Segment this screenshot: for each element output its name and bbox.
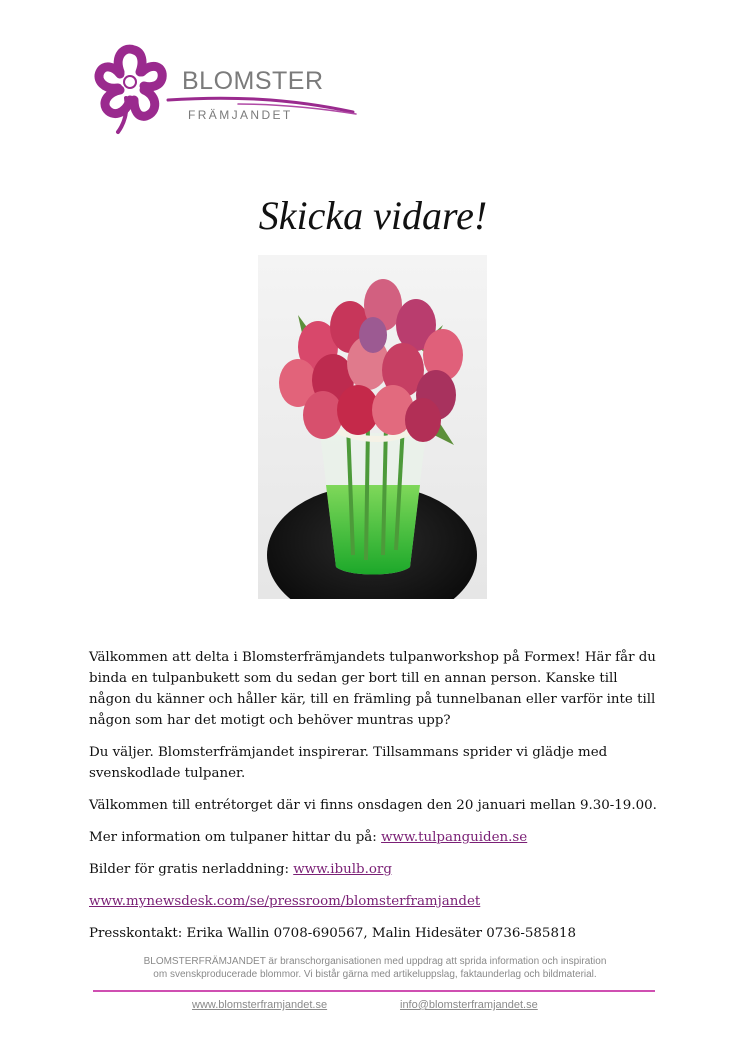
mynewsdesk-link[interactable]: www.mynewsdesk.com/se/pressroom/blomsterframjandet [89,894,481,909]
footer-divider [93,990,655,992]
newsdesk-paragraph [89,891,659,912]
ibulb-link[interactable]: www.ibulb.org [293,862,392,877]
logo-subtitle: FRÄMJANDET [188,108,293,122]
footer-note-line-1: BLOMSTERFRÄMJANDET är branschorganisationen med uppdrag att sprida information och inspiration [143,956,607,967]
footer-note [80,955,670,981]
footer-email-link[interactable]: info@blomsterframjandet.se [400,999,538,1011]
footer-note-line-2: om svenskproducerade blommor. Vi bistår gärna med artikeluppslag, faktaunderlag och bildmaterial. [153,969,597,980]
logo-name: BLOMSTER [182,67,324,95]
press-contact: Presskontakt: Erika Wallin 0708-690567, Malin Hidesäter 0736-585818 [89,926,576,941]
page-title: Skicka vidare! [258,193,488,238]
images-paragraph [89,859,659,880]
inspiration-paragraph: Du väljer. Blomsterfrämjandet inspirerar. Tillsammans sprider vi glädje med svenskodlade tulpaner. [89,745,608,781]
time-paragraph: Välkommen till entrétorget där vi finns onsdagen den 20 januari mellan 9.30-19.00. [89,798,657,813]
body-text [89,647,659,955]
tulip-info-label: Mer information om tulpaner hittar du på: [89,830,382,845]
intro-paragraph: Välkommen att delta i Blomsterfrämjandets tulpanworkshop på Formex! Här får du binda en tulpanbukett som du sedan ger bort till en annan person. Kanske till någon du känner och håller kär, till en främling på tunnelbanan eller varför inte till någon som har det motigt och behöver muntras upp? [89,650,656,728]
tulip-bouquet-photo [258,255,487,599]
tulip-info-paragraph [89,827,659,848]
tulpanguiden-link[interactable]: www.tulpanguiden.se [381,830,528,845]
footer-website-link[interactable]: www.blomsterframjandet.se [192,999,328,1011]
images-label: Bilder för gratis nerladdning: [89,862,294,877]
